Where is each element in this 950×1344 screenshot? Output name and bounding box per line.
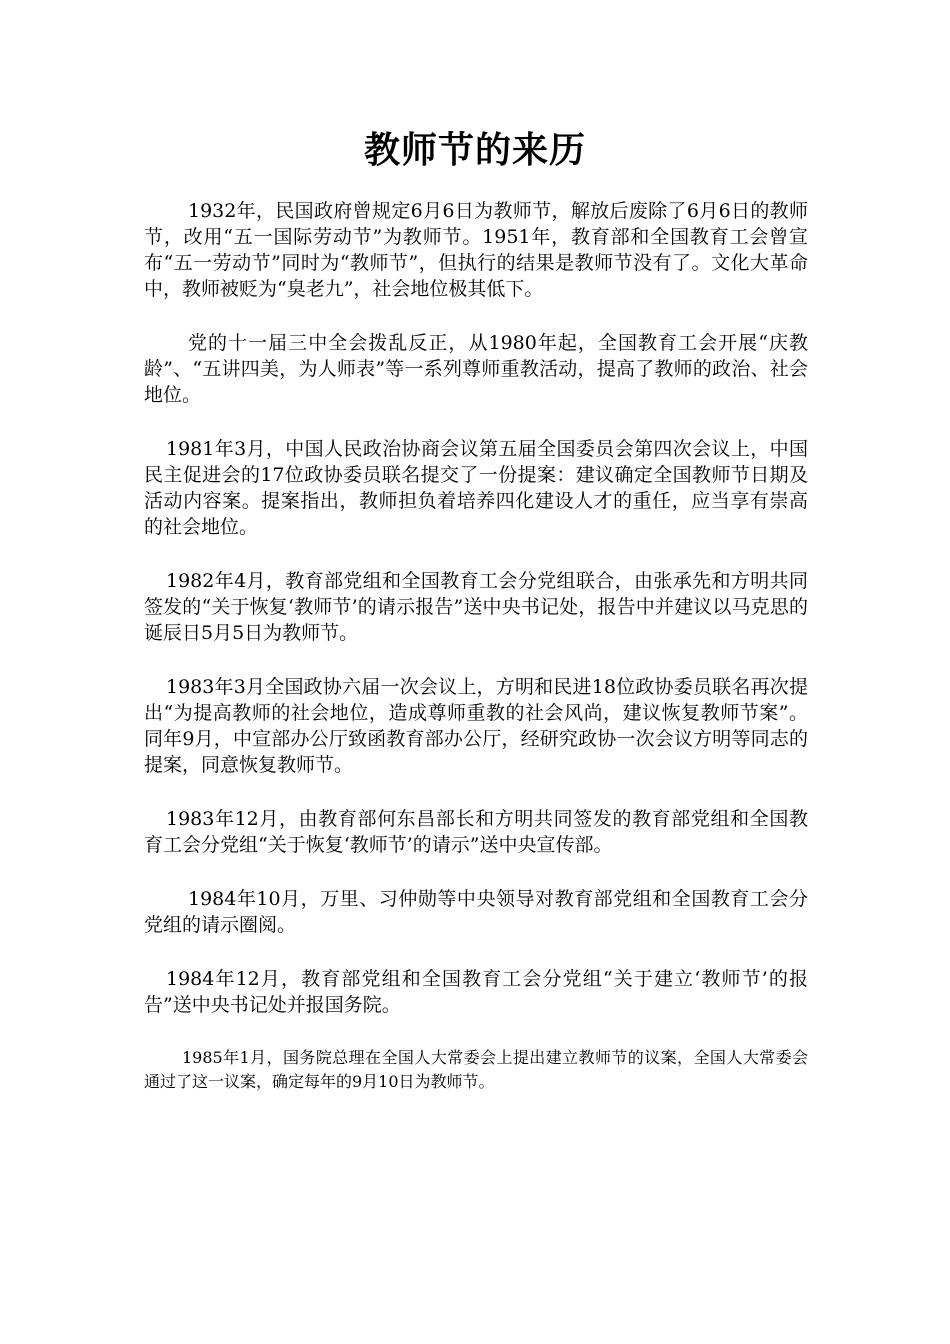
paragraph-1932: 1932年，民国政府曾规定6月6日为教师节，解放后废除了6月6日的教师节，改用“五一国际劳动节”为教师节。1951年，教育部和全国教育工会曾宣布“五一劳动节”同时为“教师节”，但执行的结果是教师节没有了。文化大革命中，教师被贬为“臭老九”，社会地位极其低下。 (144, 200, 808, 300)
paragraph-1982: 1982年4月，教育部党组和全国教育工会分党组联合，由张承先和方明共同签发的“关于恢复‘教师节’的请示报告”送中央书记处，报告中并建议以马克思的诞辰日5月5日为教师节。 (144, 570, 808, 644)
paragraph-1984-october: 1984年10月，万里、习仲勋等中央领导对教育部党组和全国教育工会分党组的请示圈阅。 (144, 888, 808, 936)
paragraph-1985: 1985年1月，国务院总理在全国人大常委会上提出建立教师节的议案，全国人大常委会通过了这一议案，确定每年的9月10日为教师节。 (144, 1048, 808, 1091)
document-body (144, 198, 808, 1094)
paragraph-1980: 党的十一届三中全会拨乱反正，从1980年起，全国教育工会开展“庆教龄”、“五讲四美，为人师表”等一系列尊师重教活动，提高了教师的政治、社会地位。 (144, 332, 808, 406)
document-title: 教师节的来历 (363, 129, 586, 171)
paragraph-1983-march: 1983年3月全国政协六届一次会议上，方明和民进18位政协委员联名再次提出“为提高教师的社会地位，造成尊师重教的社会风尚，建议恢复教师节案”。同年9月，中宣部办公厅致函教育部办公厅，经研究政协一次会议方明等同志的提案，同意恢复教师节。 (144, 676, 808, 776)
paragraph-1984-december: 1984年12月，教育部党组和全国教育工会分党组“关于建立‘教师节’的报告”送中央书记处并报国务院。 (144, 968, 808, 1016)
paragraph-1981: 1981年3月，中国人民政治协商会议第五届全国委员会第四次会议上，中国民主促进会的17位政协委员联名提交了一份提案：建议确定全国教师节日期及活动内容案。提案指出，教师担负着培养四化建设人才的重任，应当享有崇高的社会地位。 (144, 438, 808, 538)
paragraph-1983-december: 1983年12月，由教育部何东昌部长和方明共同签发的教育部党组和全国教育工会分党组“关于恢复‘教师节’的请示”送中央宣传部。 (144, 808, 808, 856)
